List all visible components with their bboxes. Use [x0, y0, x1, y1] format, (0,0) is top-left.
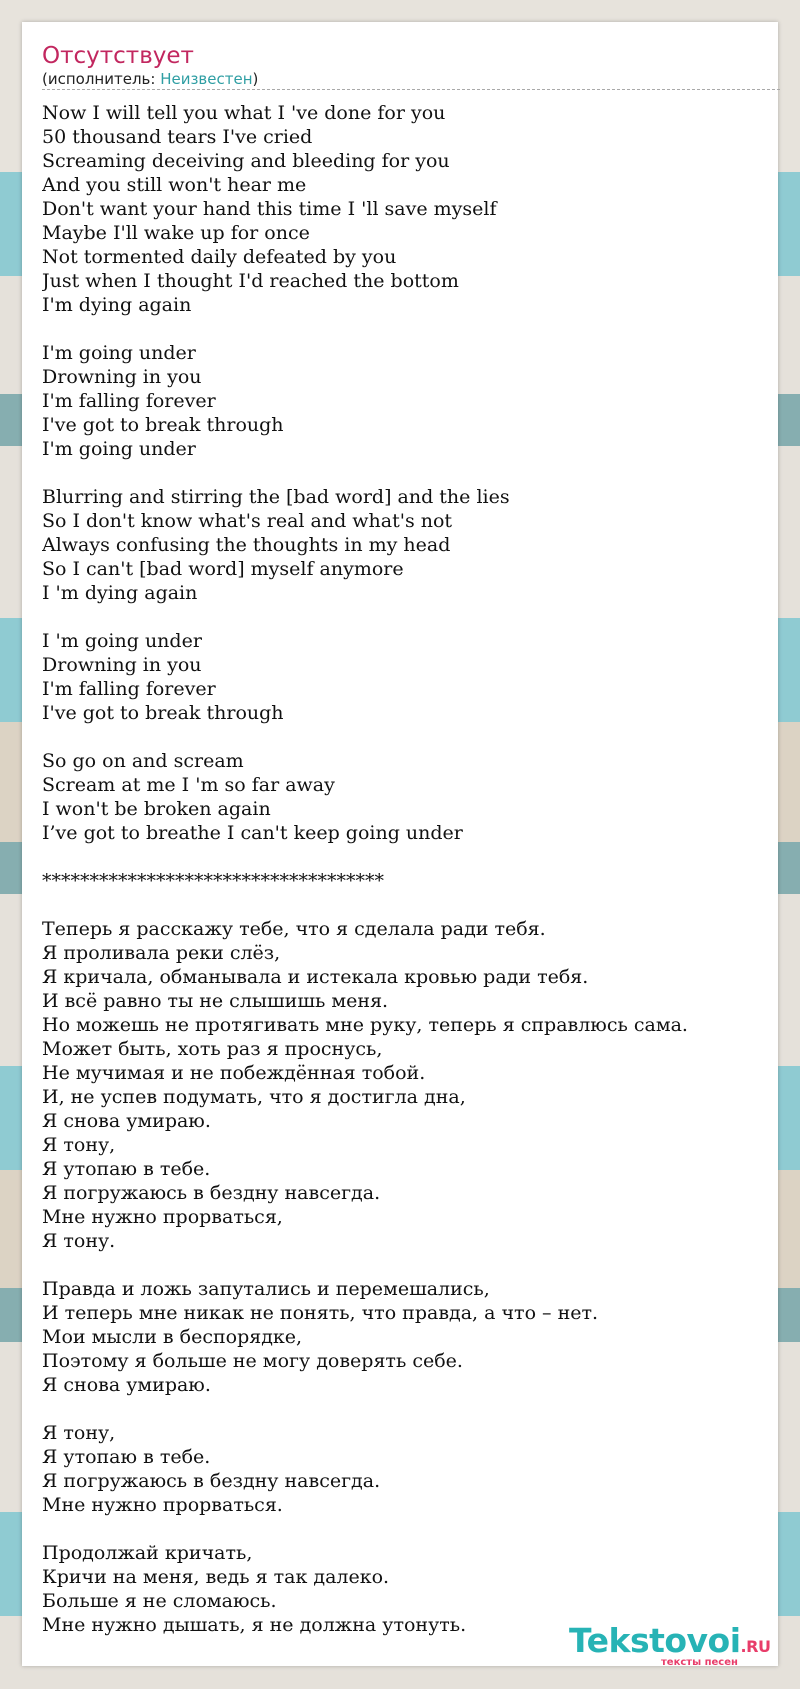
lyric-line: So go on and scream: [42, 750, 244, 772]
lyric-line: Кричи на меня, ведь я так далеко.: [42, 1566, 390, 1588]
logo-name: Tekstovoi: [569, 1621, 741, 1660]
lyrics-card: [22, 22, 778, 1666]
lyric-line: И, не успев подумать, что я достигла дна,: [42, 1086, 466, 1108]
lyric-line: So I don't know what's real and what's not: [42, 510, 453, 532]
logo-tagline: тексты песен: [661, 1657, 738, 1668]
lyric-line: [42, 605, 772, 629]
lyric-line: Blurring and stirring the [bad word] and the lies: [42, 486, 510, 508]
lyric-line: Я снова умираю.: [42, 1110, 211, 1132]
lyric-line: I won't be broken again: [42, 798, 271, 820]
lyric-line: Drowning in you: [42, 366, 202, 388]
lyric-line: И всё равно ты не слышишь меня.: [42, 990, 389, 1012]
artist-suffix: ): [252, 70, 259, 88]
lyric-line: Мне нужно прорваться.: [42, 1494, 283, 1516]
lyric-line: Теперь я расскажу тебе, что я сделала ради тебя.: [42, 918, 546, 940]
song-title: Отсутствует: [42, 43, 194, 69]
lyric-line: Я проливала реки слёз,: [42, 942, 281, 964]
lyric-line: I'm going under: [42, 342, 196, 364]
logo-tld: .RU: [740, 1637, 771, 1656]
lyric-line: Не мучимая и не побеждённая тобой.: [42, 1062, 426, 1084]
lyric-line: [42, 725, 772, 749]
site-logo[interactable]: [569, 1621, 771, 1668]
lyric-line: Я утопаю в тебе.: [42, 1158, 211, 1180]
lyric-line: Может быть, хоть раз я проснусь,: [42, 1038, 383, 1060]
lyric-line: [42, 1517, 772, 1541]
lyric-line: Мне нужно прорваться,: [42, 1206, 283, 1228]
lyric-line: I'm going under: [42, 438, 196, 460]
lyric-line: I'm dying again: [42, 294, 192, 316]
artist-prefix: (исполнитель:: [42, 70, 161, 88]
lyric-line: Я утопаю в тебе.: [42, 1446, 211, 1468]
lyric-line: Maybe I'll wake up for once: [42, 222, 310, 244]
lyric-line: Мне нужно дышать, я не должна утонуть.: [42, 1614, 467, 1636]
lyric-line: Я погружаюсь в бездну навсегда.: [42, 1470, 381, 1492]
lyric-line: [42, 1253, 772, 1277]
lyric-line: Not tormented daily defeated by you: [42, 246, 397, 268]
lyric-line: Поэтому я больше не могу доверять себе.: [42, 1350, 463, 1372]
lyric-line: I 'm dying again: [42, 582, 198, 604]
lyric-line: I 'm going under: [42, 630, 202, 652]
lyric-line: [42, 461, 772, 485]
lyric-line: Больше я не сломаюсь.: [42, 1590, 277, 1612]
artist-link[interactable]: Неизвестен: [160, 70, 253, 88]
lyric-line: Продолжай кричать,: [42, 1542, 253, 1564]
lyric-line: [42, 893, 772, 917]
lyric-line: Мои мысли в беспорядке,: [42, 1326, 303, 1348]
lyric-line: And you still won't hear me: [42, 174, 307, 196]
lyrics-text: [42, 101, 772, 1637]
lyric-line: Always confusing the thoughts in my head: [42, 534, 451, 556]
lyric-line: I'm falling forever: [42, 678, 216, 700]
lyric-line: И теперь мне никак не понять, что правда, а что – нет.: [42, 1302, 599, 1324]
lyric-line: Я кричала, обманывала и истекала кровью ради тебя.: [42, 966, 589, 988]
lyric-line: Now I will tell you what I 've done for you: [42, 102, 446, 124]
lyric-line: Я тону,: [42, 1134, 116, 1156]
lyric-line: Scream at me I 'm so far away: [42, 774, 335, 796]
lyric-line: 50 thousand tears I've cried: [42, 126, 313, 148]
lyric-line: Don't want your hand this time I 'll save myself: [42, 198, 497, 220]
artist-line: [42, 70, 780, 88]
lyric-line: ************************************: [42, 870, 384, 892]
lyric-line: [42, 317, 772, 341]
lyric-line: Я тону.: [42, 1230, 116, 1252]
lyric-line: I'm falling forever: [42, 390, 216, 412]
song-header: [42, 42, 780, 90]
lyric-line: Но можешь не протягивать мне руку, теперь я справлюсь сама.: [42, 1014, 688, 1036]
lyric-line: [42, 1397, 772, 1421]
lyric-line: Drowning in you: [42, 654, 202, 676]
lyric-line: So I can't [bad word] myself anymore: [42, 558, 404, 580]
lyric-line: Правда и ложь запутались и перемешались,: [42, 1278, 490, 1300]
lyric-line: Я погружаюсь в бездну навсегда.: [42, 1182, 381, 1204]
lyric-line: I've got to break through: [42, 414, 284, 436]
lyric-line: Screaming deceiving and bleeding for you: [42, 150, 450, 172]
lyric-line: Я тону,: [42, 1422, 116, 1444]
lyric-line: [42, 845, 772, 869]
lyric-line: I’ve got to breathe I can't keep going under: [42, 822, 463, 844]
lyric-line: I've got to break through: [42, 702, 284, 724]
lyric-line: Just when I thought I'd reached the bottom: [42, 270, 459, 292]
lyric-line: Я снова умираю.: [42, 1374, 211, 1396]
